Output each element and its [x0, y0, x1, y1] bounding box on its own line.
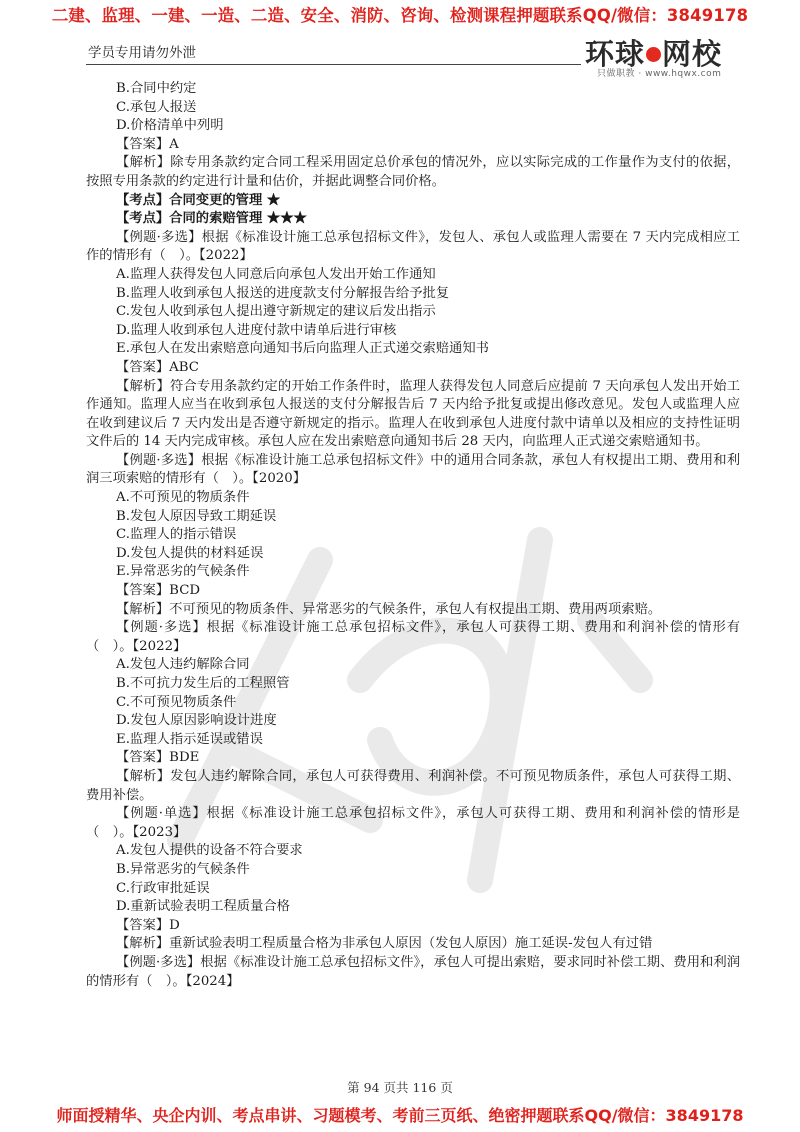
- text-line: C.监理人的指示错误: [116, 527, 237, 543]
- text-line: E.异常恶劣的气候条件: [116, 564, 250, 580]
- logo-text-right: 网校: [662, 37, 723, 71]
- top-contact-banner: 二建、监理、一建、一造、二造、安全、消防、咨询、检测课程押题联系QQ/微信：3849178: [51, 6, 749, 25]
- text-line: B.合同中约定: [116, 81, 197, 96]
- text-line: E.承包人在发出索赔意向通知书后向监理人正式递交索赔通知书: [116, 341, 489, 357]
- text-line: C.发包人收到承包人提出遵守新规定的建议后发出指示: [116, 304, 436, 320]
- text-line: D.价格清单中列明: [116, 118, 224, 134]
- text-line: 【答案】BCD: [116, 583, 201, 599]
- text-line: E.监理人指示延误或错误: [116, 731, 263, 747]
- text-line: 【例题·多选】根据《标准设计施工总承包招标文件》，承包人可提出索赔，要求同时补偿工期、费用和利润的情形有（ ）。【2024】: [86, 954, 740, 989]
- header-divider: [86, 64, 581, 65]
- text-line: 【例题·多选】根据《标准设计施工总承包招标文件》中的通用合同条款，承包人有权提出工期、费用和利润三项索赔的情形有（ ）。【2020】: [86, 452, 740, 487]
- text-line: A.监理人获得发包人同意后向承包人发出开始工作通知: [116, 266, 436, 282]
- text-line: A.发包人违约解除合同: [116, 657, 250, 673]
- text-line: D.监理人收到承包人进度付款中请单后进行审核: [116, 322, 397, 338]
- page-number: 第 94 页共 116 页: [347, 1080, 453, 1095]
- text-line: 【解析】符合专用条款约定的开始工作条件时，监理人获得发包人同意后应提前 7 天向承包人发出开始工作通知。监理人应当在收到承包人报送的支付分解报告后 7 天内给予批复或提出修改意见。发包人或监理人应在收到建议后 7 天内发出是否遵守新规定的指示。监理人在收到承包人进度付款中请单以及相应的支持性证明文件后的 14 天内完成审核。承包人应在发出索赔意向通知书后 28 天内，向监理人正式递交索赔通知书。: [86, 378, 740, 450]
- text-line: 【例题·单选】根据《标准设计施工总承包招标文件》，承包人可获得工期、费用和利润补偿的情形是（ ）。【2023】: [86, 806, 740, 840]
- text-line: C.承包人报送: [116, 99, 197, 115]
- text-line: B.监理人收到承包人报送的进度款支付分解报告给予批复: [116, 285, 450, 301]
- text-line: 【例题·多选】根据《标准设计施工总承包招标文件》，发包人、承包人或监理人需要在 7 天内完成相应工作的情形有（ ）。【2022】: [86, 229, 740, 264]
- text-line: A.发包人提供的设备不符合要求: [116, 843, 303, 859]
- text-line: 【解析】发包人违约解除合同，承包人可获得费用、利润补偿。不可预见物质条件，承包人可获得工期、费用补偿。: [86, 768, 740, 803]
- text-line: D.重新试验表明工程质量合格: [116, 899, 290, 915]
- text-line: 【考点】合同的索赔管理 ★★★: [116, 211, 307, 227]
- text-line: 【答案】BDE: [116, 750, 200, 766]
- text-line: B.异常恶劣的气候条件: [116, 861, 250, 877]
- text-line: C.不可预见物质条件: [116, 694, 237, 710]
- hqwx-logo: [585, 32, 745, 80]
- text-line: C.行政审批延误: [116, 880, 210, 896]
- bottom-contact-banner: 师面授精华、央企内训、考点串讲、习题模考、考前三页纸、绝密押题联系QQ/微信：3849178: [56, 1106, 744, 1125]
- text-line: 【解析】重新试验表明工程质量合格为非承包人原因（发包人原因）施工延误-发包人有过错: [116, 936, 653, 952]
- text-line: A.不可预见的物质条件: [116, 490, 250, 506]
- logo-tagline: 只做职教 · www.hqwx.com: [597, 69, 722, 79]
- text-line: D.发包人原因影响设计进度: [116, 713, 277, 729]
- text-line: 【解析】不可预见的物质条件、异常恶劣的气候条件，承包人有权提出工期、费用两项索赔。: [116, 601, 662, 617]
- logo-globe-icon: [646, 47, 661, 62]
- text-line: 【答案】D: [116, 917, 180, 933]
- text-line: 【解析】除专用条款约定合同工程采用固定总价承包的情况外，应以实际完成的工作量作为支付的依据，按照专用条款的约定进行计量和估价，并据此调整合同价格。: [86, 155, 740, 189]
- text-line: 【考点】合同变更的管理 ★: [116, 192, 281, 208]
- text-line: 【答案】ABC: [116, 359, 199, 375]
- text-line: D.发包人提供的材料延误: [116, 545, 264, 561]
- document-body: [86, 80, 740, 991]
- text-line: B.不可抗力发生后的工程照管: [116, 676, 290, 691]
- text-line: 【例题·多选】根据《标准设计施工总承包招标文件》，承包人可获得工期、费用和利润补偿的情形有（ ）。【2022】: [86, 620, 740, 654]
- text-line: B.发包人原因导致工期延误: [116, 508, 277, 524]
- header-notice: 学员专用请勿外泄: [88, 45, 196, 61]
- logo-text-left: 环球: [585, 37, 646, 71]
- text-line: 【答案】A: [116, 136, 179, 152]
